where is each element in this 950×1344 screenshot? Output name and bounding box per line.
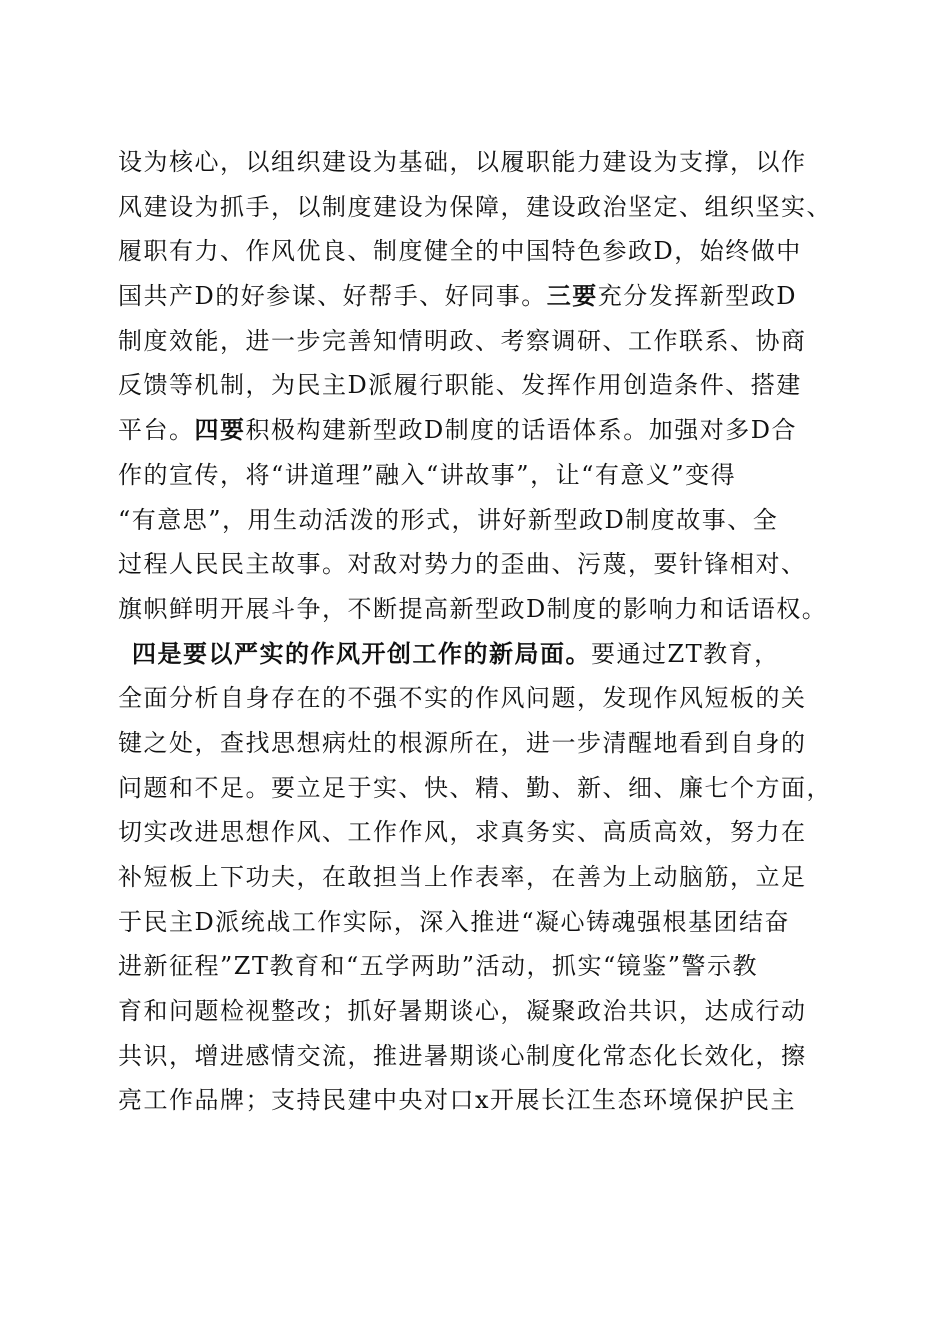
text-run: 育和问题检视整改；抓好暑期谈心，凝聚政治共识，达成行动 [118,997,807,1026]
bold-lead-phrase: 四要 [194,415,246,445]
paragraph-line [118,1034,838,1079]
text-run: 切实改进思想作风、工作作风，求真务实、高质高效，努力在 [118,818,807,847]
text-run: 国共产D的好参谋、好帮手、好同事。 [118,282,547,311]
bold-heading-phrase: 四是要以严实的作风开创工作的新局面。 [132,638,591,668]
paragraph-line [118,989,838,1034]
text-run: “有意思”，用生动活泼的形式，讲好新型政D制度故事、全 [118,505,779,534]
text-run: 键之处，查找思想病灶的根源所在，进一步清醒地看到自身的 [118,728,807,757]
text-run: 补短板上下功夫，在敢担当上作表率，在善为上动脑筋，立足 [118,863,807,891]
document-body [118,140,838,1123]
paragraph-line [118,408,838,453]
text-run: 亮工作品牌；支持民建中央对口x开展长江生态环境保护民主 [118,1086,797,1115]
text-run: 全面分析自身存在的不强不实的作风问题，发现作风短板的关 [118,684,807,713]
text-run: 旗帜鲜明开展斗争，不断提高新型政D制度的影响力和话语权。 [118,594,828,623]
text-run: 风建设为抓手，以制度建设为保障，建设政治坚定、组织坚实、 [118,192,832,221]
paragraph-line [118,498,838,543]
text-run: 制度效能，进一步完善知情明政、考察调研、工作联系、协商 [118,326,807,355]
text-run: 充分发挥新型政D [597,282,797,311]
text-run: 过程人民民主故事。对敌对势力的歪曲、污蔑，要针锋相对、 [118,550,807,579]
text-run: 反馈等机制，为民主D派履行职能、发挥作用创造条件、搭建 [118,371,802,400]
text-run: 要通过ZT教育， [591,639,780,668]
paragraph-line [118,542,838,587]
paragraph-line [118,229,838,274]
paragraph-line [118,140,838,185]
paragraph-line [118,1078,838,1123]
text-run: 履职有力、作风优良、制度健全的中国特色参政D，始终做中 [118,237,802,266]
paragraph-line [118,274,838,319]
paragraph-line [118,721,838,766]
text-run: 问题和不足。要立足于实、快、精、勤、新、细、廉七个方面， [118,773,832,802]
bold-lead-phrase: 三要 [546,281,598,311]
paragraph-line [118,676,838,721]
text-run: 设为核心，以组织建设为基础，以履职能力建设为支撑，以作 [118,148,807,176]
paragraph-line [118,855,838,900]
paragraph-line [118,363,838,408]
text-run: 共识，增进感情交流，推进暑期谈心制度化常态化长效化，擦 [118,1041,807,1070]
paragraph-line [118,766,838,811]
text-run: 作的宣传，将“讲道理”融入“讲故事”，让“有意义”变得 [118,460,737,489]
paragraph-line [118,587,838,632]
paragraph-line [118,319,838,364]
text-run: 平台。 [118,416,195,445]
paragraph-line [118,185,838,230]
text-run: 积极构建新型政D制度的话语体系。加强对多D合 [245,416,797,445]
paragraph-line [118,632,838,677]
paragraph-line [118,900,838,945]
paragraph-line [118,810,838,855]
text-run: 进新征程”ZT教育和“五学两助”活动，抓实“镜鉴”警示教 [118,952,759,981]
paragraph-line [118,944,838,989]
paragraph-line [118,453,838,498]
text-run: 于民主D派统战工作实际，深入推进“凝心铸魂强根基团结奋 [118,907,791,936]
